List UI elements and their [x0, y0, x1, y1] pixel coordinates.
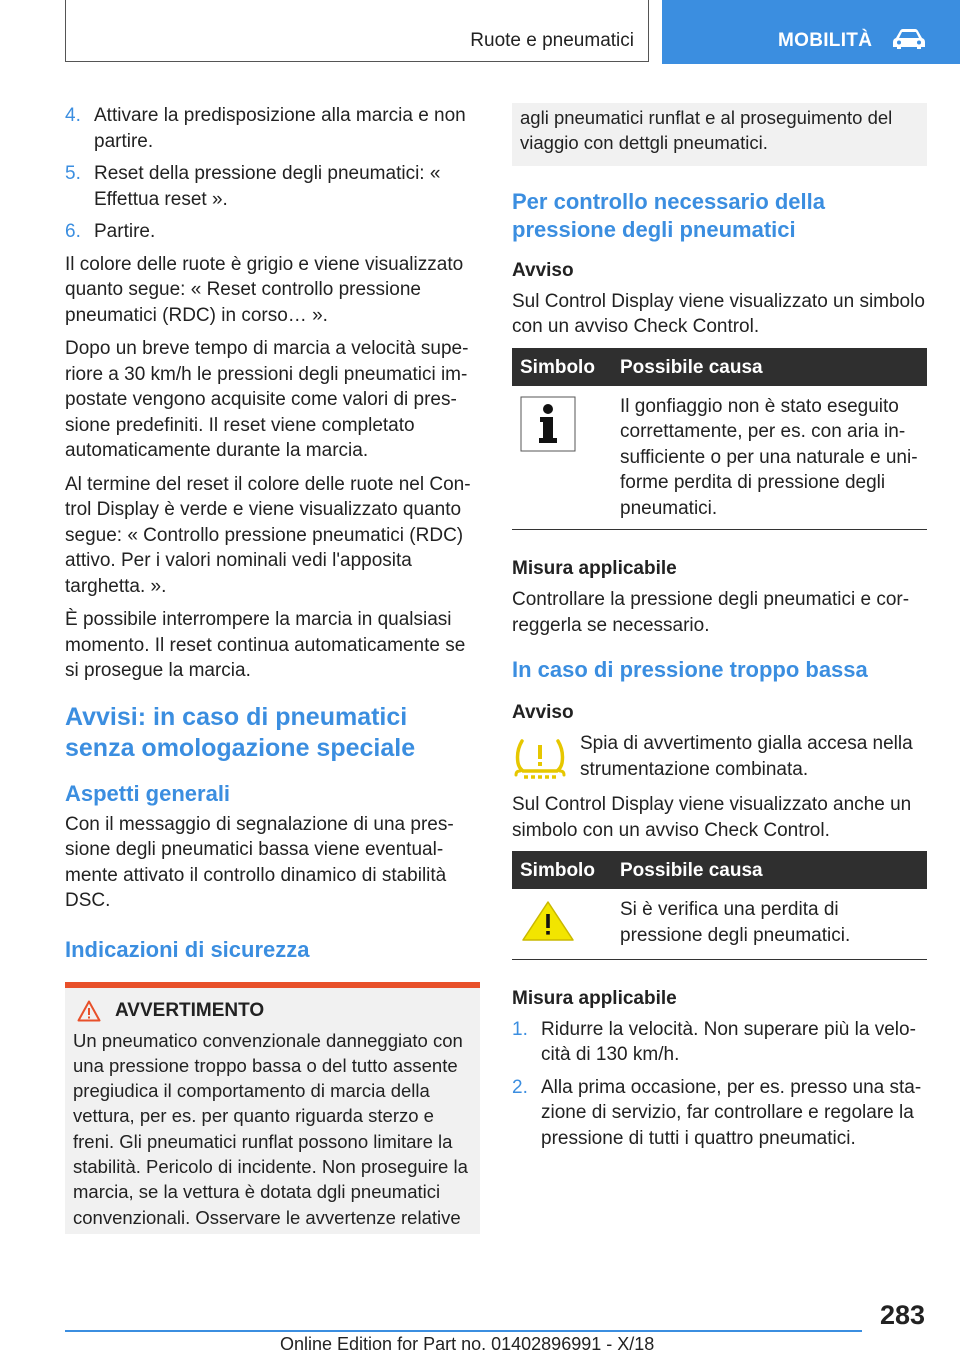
- footer-rule: [65, 1330, 862, 1332]
- step-text: Alla prima occasione, per es. presso una stazione di servizio, far controllare e regolare la pressione di tutti i quattro pneumatici.: [541, 1076, 922, 1149]
- step-text: Reset della pressione degli pneumatici: « Effettua reset ».: [94, 163, 441, 210]
- column-header: Simbolo: [512, 851, 612, 889]
- section-title: MOBILITÀ: [778, 30, 873, 51]
- column-header: Possibile causa: [612, 348, 927, 386]
- column-header: Simbolo: [512, 348, 612, 386]
- list-item: [65, 103, 480, 154]
- paragraph: Dopo un breve tempo di marcia a velocità superiore a 30 km/h le pressioni degli pneumatici impostate vengono acquisite come valori di pressione predefiniti. Il reset viene completato automaticamente durante la marcia.: [65, 338, 469, 461]
- warning-triangle-icon: [77, 1000, 101, 1022]
- symbol-table: [512, 851, 927, 960]
- header-chapter-box: [65, 0, 649, 62]
- warning-text: Un pneumatico convenzionale danneggiato con una pressione troppo bassa o del tutto assente pregiudica il comportamento di marcia della vettura, per es. per quanto riguarda sterzo e freni. Gli pneumatici runflat possono limitare la stabilità. Pericolo di incidente. Non proseguire la marcia, se la vettura è dotata dgli pneumatici convenzionali. Osservare le avvertenze relative: [73, 1029, 468, 1228]
- yellow-warning-triangle-icon: [520, 899, 576, 943]
- heading-indicazioni-sicurezza: Indicazioni di sicurezza: [65, 936, 310, 962]
- symbol-table: [512, 348, 927, 531]
- list-item: [65, 161, 480, 212]
- chapter-title: Ruote e pneumatici: [470, 30, 634, 51]
- warning-light-note: [512, 731, 927, 782]
- paragraph: Controllare la pressione degli pneumatici e correggerla se necessario.: [512, 589, 910, 636]
- header-section-tab[interactable]: [662, 0, 960, 64]
- symbol-cell: [512, 889, 612, 959]
- heading-pressione-bassa: In caso di pressione troppo bassa: [512, 657, 868, 683]
- step-number: 2.: [512, 1076, 528, 1098]
- info-icon: [520, 396, 576, 452]
- car-icon: [892, 28, 926, 50]
- cause-cell: Il gonfiaggio non è stato eseguito correttamente, per es. con aria insufficiente o per una naturale e uniforme perdita di pressione degli pneumatici.: [612, 386, 927, 530]
- page-number: 283: [880, 1300, 926, 1330]
- warning-text: agli pneumatici runflat e al proseguimento del viaggio con dettgli pneumatici.: [520, 107, 893, 154]
- paragraph: È possibile interrompere la marcia in qualsiasi momento. Il reset continua automaticamente se si prosegue la marcia.: [65, 609, 466, 681]
- column-header: Possibile causa: [612, 851, 927, 889]
- subheading-misura: Misura applicabile: [512, 558, 677, 580]
- paragraph: Sul Control Display viene visualizzato un simbolo con un avviso Check Control.: [512, 290, 925, 338]
- warning-box: [65, 988, 480, 1234]
- list-item: [512, 1075, 927, 1152]
- table-row: [512, 386, 927, 530]
- step-number: 1.: [512, 1018, 528, 1040]
- footer-edition: Online Edition for Part no. 01402896991 - X/18: [280, 1334, 655, 1354]
- step-number: 5.: [65, 163, 81, 184]
- paragraph: Il colore delle ruote è grigio e viene visualizzato quanto segue: « Reset controllo pressione pneumatici (RDC) in corso… ».: [65, 253, 464, 326]
- symbol-cell: [512, 386, 612, 530]
- tire-pressure-warning-icon: [512, 737, 568, 779]
- subheading-avviso: Avviso: [512, 702, 574, 724]
- subheading-avviso: Avviso: [512, 259, 574, 281]
- subheading-misura: Misura applicabile: [512, 987, 677, 1009]
- table-header-row: [512, 348, 927, 386]
- list-item: [512, 1017, 927, 1068]
- warning-box-continued: [512, 103, 927, 166]
- warning-title: [73, 1000, 472, 1022]
- step-text: Ridurre la velocità. Non superare più la velocità di 130 km/h.: [541, 1018, 916, 1066]
- left-column: [65, 103, 480, 1234]
- step-text: Partire.: [94, 221, 156, 242]
- heading-controllo-pressione: Per controllo necessario della pressione degli pneumatici: [512, 188, 826, 242]
- list-item: [65, 219, 480, 245]
- step-number: 6.: [65, 221, 81, 242]
- heading-avvisi: Avvisi: in caso di pneumatici senza omologazione speciale: [65, 702, 416, 762]
- table-header-row: [512, 851, 927, 889]
- cause-cell: Si è verifica una perdita di pressione degli pneumatici.: [612, 889, 927, 959]
- warning-title-text: AVVERTIMENTO: [115, 999, 265, 1021]
- paragraph: Al termine del reset il colore delle ruote nel Control Display è verde e viene visualizzato quanto segue: « Controllo pressione pneumatici (RDC) attivo. Per i valori nominali vedi l'apposita targhetta. ».: [65, 473, 471, 597]
- step-text: Attivare la predisposizione alla marcia e non partire.: [94, 105, 466, 152]
- right-column: [512, 103, 927, 1158]
- paragraph: Con il messaggio di segnalazione di una pressione degli pneumatici bassa viene eventualmente attivato il controllo dinamico di stabilità DSC.: [65, 813, 454, 911]
- heading-aspetti-generali: Aspetti generali: [65, 780, 231, 806]
- table-row: [512, 889, 927, 959]
- step-number: 4.: [65, 105, 81, 126]
- warning-light-text: Spia di avvertimento gialla accesa nella strumentazione combinata.: [580, 733, 913, 780]
- paragraph: Sul Control Display viene visualizzato anche un simbolo con un avviso Check Control.: [512, 794, 912, 841]
